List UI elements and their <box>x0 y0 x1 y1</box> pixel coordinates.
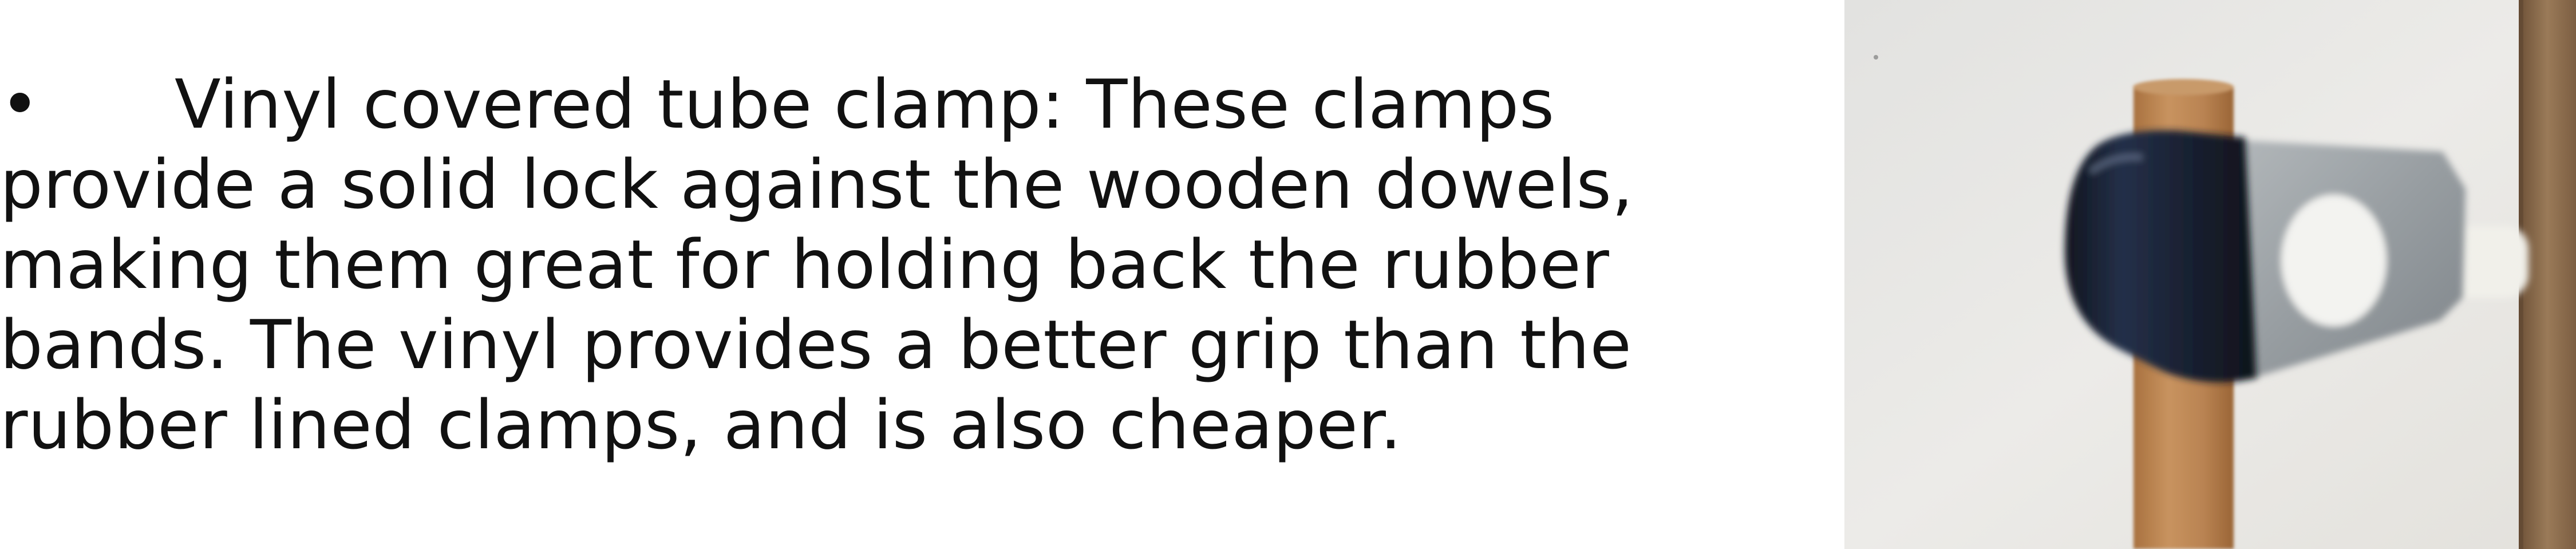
bullet-marker: • <box>0 65 41 144</box>
bullet-first-line <box>0 64 1746 144</box>
paragraph-line-3: making them great for holding back the rubber <box>0 225 1610 304</box>
paragraph-line-4: bands. The vinyl provides a better grip than the <box>0 305 1632 384</box>
paragraph-line-1: Vinyl covered tube clamp: These clamps <box>175 65 1555 144</box>
clamp-photo-illustration <box>1844 0 2576 549</box>
paragraph-line-2: provide a solid lock against the wooden dowels, <box>0 145 1634 224</box>
clamp-photo <box>1844 0 2576 549</box>
bullet-paragraph <box>0 64 1746 465</box>
paragraph-line-5: rubber lined clamps, and is also cheaper. <box>0 385 1402 464</box>
